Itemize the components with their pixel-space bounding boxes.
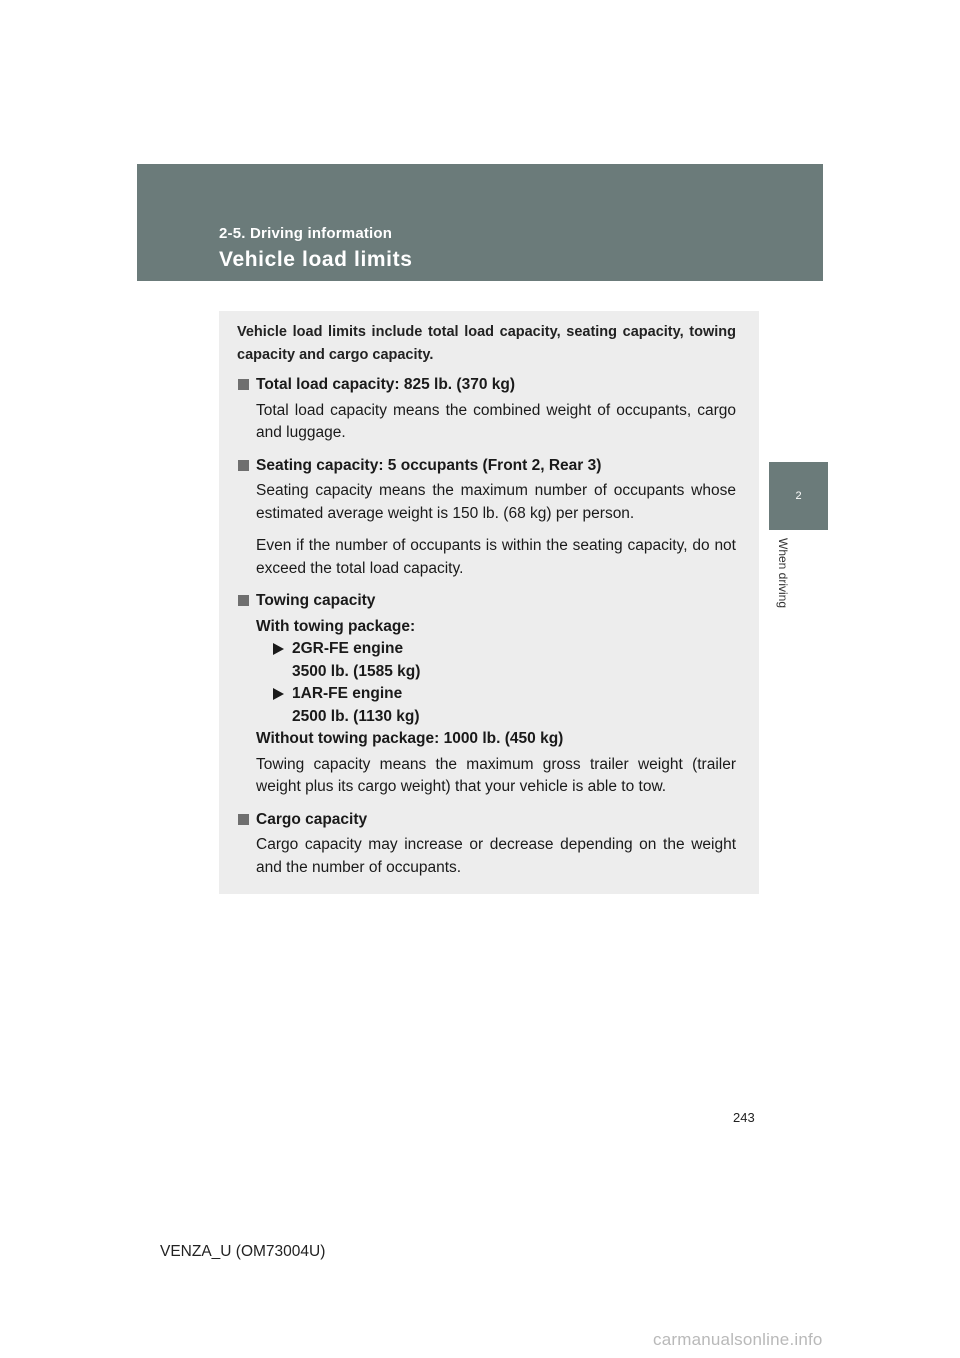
towing-capacity-heading bbox=[237, 590, 736, 613]
chapter-tab[interactable] bbox=[769, 462, 828, 530]
page-title: Vehicle load limits bbox=[219, 248, 413, 271]
cargo-capacity-heading-text: Cargo capacity bbox=[256, 810, 368, 828]
seating-capacity-heading-text: Seating capacity: 5 occupants (Front 2, Rear 3) bbox=[256, 456, 602, 474]
engine-towing-value: 3500 lb. (1585 kg) bbox=[292, 662, 421, 680]
towing-capacity-body: Towing capacity means the maximum gross trailer weight (trailer weight plus its cargo weight) that your vehicle is able to tow. bbox=[256, 755, 736, 795]
total-load-section bbox=[237, 374, 736, 445]
triangle-pointer-icon bbox=[273, 688, 284, 700]
page-number: 243 bbox=[733, 1110, 755, 1125]
intro-paragraph: Vehicle load limits include total load capacity, seating capacity, towing capacity and cargo capacity. bbox=[237, 324, 736, 363]
square-bullet-icon bbox=[238, 379, 249, 390]
cargo-capacity-heading bbox=[237, 809, 736, 832]
cargo-capacity-body: Cargo capacity may increase or decrease depending on the weight and the number of occupants. bbox=[256, 836, 736, 876]
section-header-band bbox=[137, 164, 823, 281]
site-watermark[interactable]: carmanualsonline.info bbox=[653, 1330, 823, 1349]
towing-capacity-section bbox=[237, 590, 736, 799]
section-label: 2-5. Driving information bbox=[219, 225, 393, 242]
chapter-tab-label: When driving bbox=[776, 538, 790, 609]
total-load-heading bbox=[237, 374, 736, 397]
engine-entry-2gr bbox=[237, 638, 736, 683]
triangle-pointer-icon bbox=[273, 643, 284, 655]
engine-name: 1AR-FE engine bbox=[292, 685, 403, 702]
square-bullet-icon bbox=[238, 595, 249, 606]
with-towing-package-label: With towing package: bbox=[256, 617, 416, 635]
square-bullet-icon bbox=[238, 460, 249, 471]
towing-capacity-heading-text: Towing capacity bbox=[256, 592, 376, 609]
square-bullet-icon bbox=[238, 814, 249, 825]
engine-name: 2GR-FE engine bbox=[292, 640, 404, 657]
seating-capacity-body bbox=[237, 480, 736, 580]
load-limits-content-box bbox=[219, 311, 759, 894]
seating-capacity-heading bbox=[237, 455, 736, 478]
engine-entry-1ar bbox=[237, 683, 736, 728]
seating-capacity-section bbox=[237, 455, 736, 581]
total-load-heading-text: Total load capacity: 825 lb. (370 kg) bbox=[256, 376, 515, 393]
document-id: VENZA_U (OM73004U) bbox=[160, 1243, 326, 1260]
chapter-tab-number: 2 bbox=[795, 490, 802, 502]
without-towing-package-label: Without towing package: 1000 lb. (450 kg) bbox=[256, 730, 564, 747]
total-load-body: Total load capacity means the combined weight of occupants, cargo and luggage. bbox=[256, 401, 736, 441]
seating-capacity-note: Even if the number of occupants is within the seating capacity, do not exceed the total load capacity. bbox=[256, 537, 736, 577]
engine-towing-value: 2500 lb. (1130 kg) bbox=[292, 707, 420, 725]
cargo-capacity-section bbox=[237, 809, 736, 880]
seating-capacity-paragraph: Seating capacity means the maximum number of occupants whose estimated average weight is 150 lb. (68 kg) per person. bbox=[256, 482, 736, 522]
